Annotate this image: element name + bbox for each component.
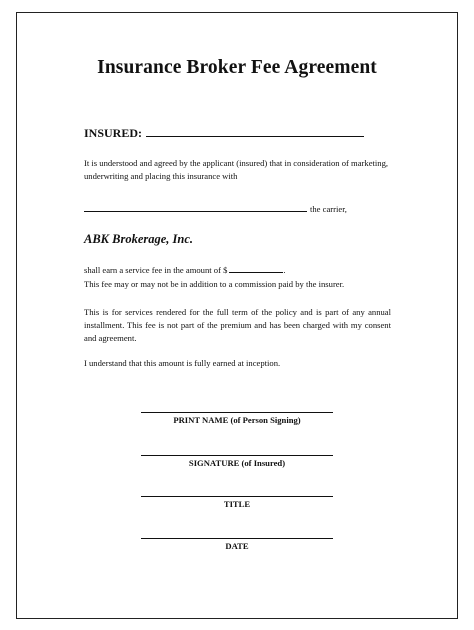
date-line[interactable] <box>141 538 333 539</box>
fee-amount-blank[interactable] <box>229 264 286 275</box>
print-name-line[interactable] <box>141 412 333 413</box>
commission-note: This fee may or may not be in addition to a commission paid by the insurer. <box>84 278 345 289</box>
title-label: TITLE <box>223 499 251 509</box>
insured-label: INSURED: <box>84 126 143 140</box>
title-block <box>141 496 333 509</box>
date-block <box>141 538 333 551</box>
insured-blank-line[interactable] <box>146 125 364 137</box>
fee-amount-line <box>84 264 344 278</box>
print-name-label: PRINT NAME (of Person Signing) <box>173 415 301 425</box>
earned-paragraph: I understand that this amount is fully earned at inception. <box>84 358 281 368</box>
fee-amount-prefix: shall earn a service fee in the amount of $ <box>84 265 228 275</box>
signature-block <box>141 455 333 468</box>
services-paragraph: This is for services rendered for the full term of the policy and is part of any annual installment. This fee is not part of the premium and has been charged with my consent and agreement. <box>84 307 391 344</box>
document-title: Insurance Broker Fee Agreement <box>97 57 377 78</box>
insured-field <box>84 125 364 141</box>
fee-amount-suffix: . <box>283 265 286 275</box>
carrier-field <box>84 203 347 214</box>
signature-label: SIGNATURE (of Insured) <box>188 458 286 468</box>
print-name-block <box>141 412 333 425</box>
signature-line[interactable] <box>141 455 333 456</box>
date-label: DATE <box>225 541 249 551</box>
broker-name: ABK Brokerage, Inc. <box>84 232 194 246</box>
fee-paragraph <box>84 264 344 291</box>
carrier-blank-line[interactable] <box>84 203 307 212</box>
title-line[interactable] <box>141 496 333 497</box>
intro-paragraph: It is understood and agreed by the applicant (insured) that in consideration of marketing, underwriting and placing this insurance with <box>84 158 389 182</box>
carrier-suffix: the carrier, <box>310 204 347 214</box>
